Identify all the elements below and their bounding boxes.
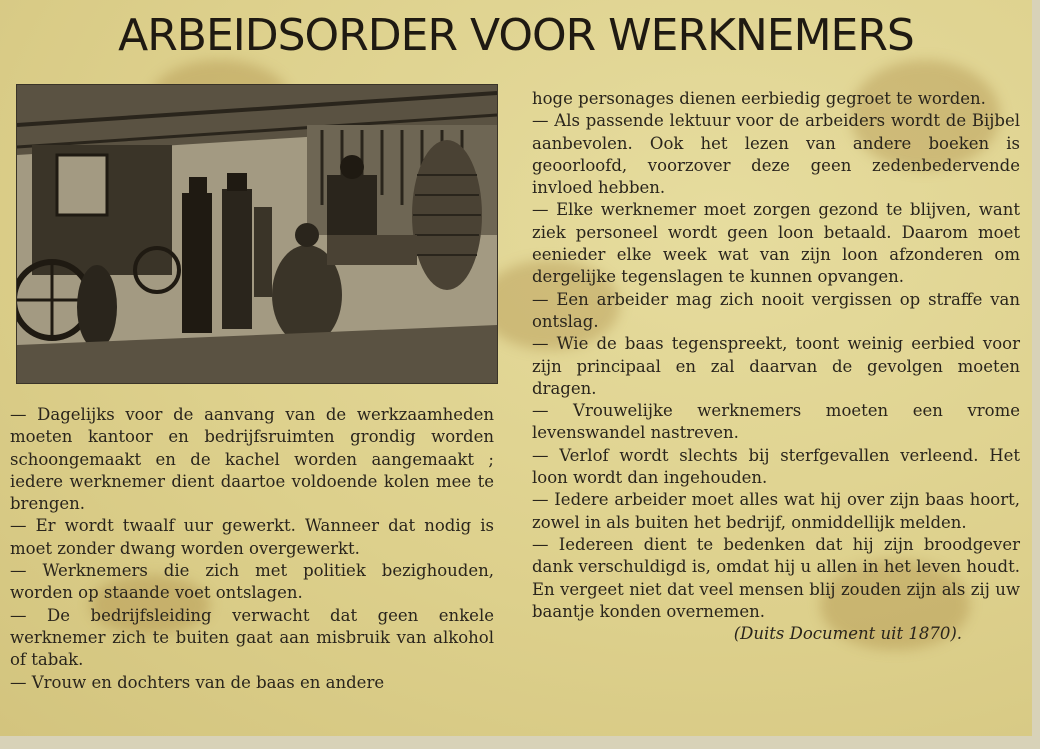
paragraph: — Vrouwelijke werknemers moeten een vrome levenswandel nastreven. bbox=[532, 401, 1020, 443]
paragraph: — Verlof wordt slechts bij sterfgevallen verleend. Het loon wordt dan ingehouden. bbox=[532, 445, 1020, 488]
paragraph: — Elke werknemer moet zorgen gezond te blijven, want ziek personeel wordt geen loon betaald. Daarom moet eenieder elke week wat van zijn loon afzonderen om dergelijke tegenslagen te kunnen opvangen. bbox=[532, 200, 1020, 287]
article-title: ARBEIDSORDER VOOR WERKNEMERS bbox=[118, 10, 914, 61]
paragraph: — Wie de baas tegenspreekt, toont weinig eerbied voor zijn principaal en zal daarvan de gevolgen moeten dragen. bbox=[532, 334, 1020, 398]
paragraph: — Iedere arbeider moet alles wat hij over zijn baas hoort, zowel in als buiten het bedrijf, onmiddellijk melden. bbox=[532, 490, 1020, 532]
paragraph: hoge personages dienen eerbiedig gegroet te worden. bbox=[532, 89, 986, 108]
paragraph: — Er wordt twaalf uur gewerkt. Wanneer dat nodig is moet zonder dwang worden overgewerkt. bbox=[10, 516, 494, 558]
paragraph: — Als passende lektuur voor de arbeiders wordt de Bijbel aanbevolen. Ook het lezen van andere boeken is geoorloofd, voorzover deze geen zedenbedervende invloed hebben. bbox=[532, 111, 1020, 198]
paragraph: — Werknemers die zich met politiek bezighouden, worden op staande voet ontslagen. bbox=[10, 561, 494, 603]
paragraph: — De bedrijfsleiding verwacht dat geen enkele werknemer zich te buiten gaat aan misbruik van alkohol of tabak. bbox=[10, 605, 494, 670]
right-column bbox=[532, 88, 1020, 645]
paragraph: — Iedereen dient te bedenken dat hij zijn broodgever dank verschuldigd is, omdat hij u allen in het leven houdt. En vergeet niet dat veel mensen blij zouden zijn als zij uw baantje konden overnemen. bbox=[532, 534, 1020, 621]
source-attribution: (Duits Document uit 1870). bbox=[733, 624, 962, 644]
paragraph: — Dagelijks voor de aanvang van de werkzaamheden moeten kantoor en bedrijfsruimten grondig worden schoongemaakt en de kachel worden aangemaakt ; iedere werknemer dient daartoe voldoende kolen mee te brengen. bbox=[10, 405, 494, 514]
paragraph: — Een arbeider mag zich nooit vergissen op straffe van ontslag. bbox=[532, 289, 1020, 331]
left-column bbox=[10, 404, 494, 694]
workshop-engraving bbox=[16, 84, 498, 384]
paragraph: — Vrouw en dochters van de baas en andere bbox=[10, 672, 385, 692]
